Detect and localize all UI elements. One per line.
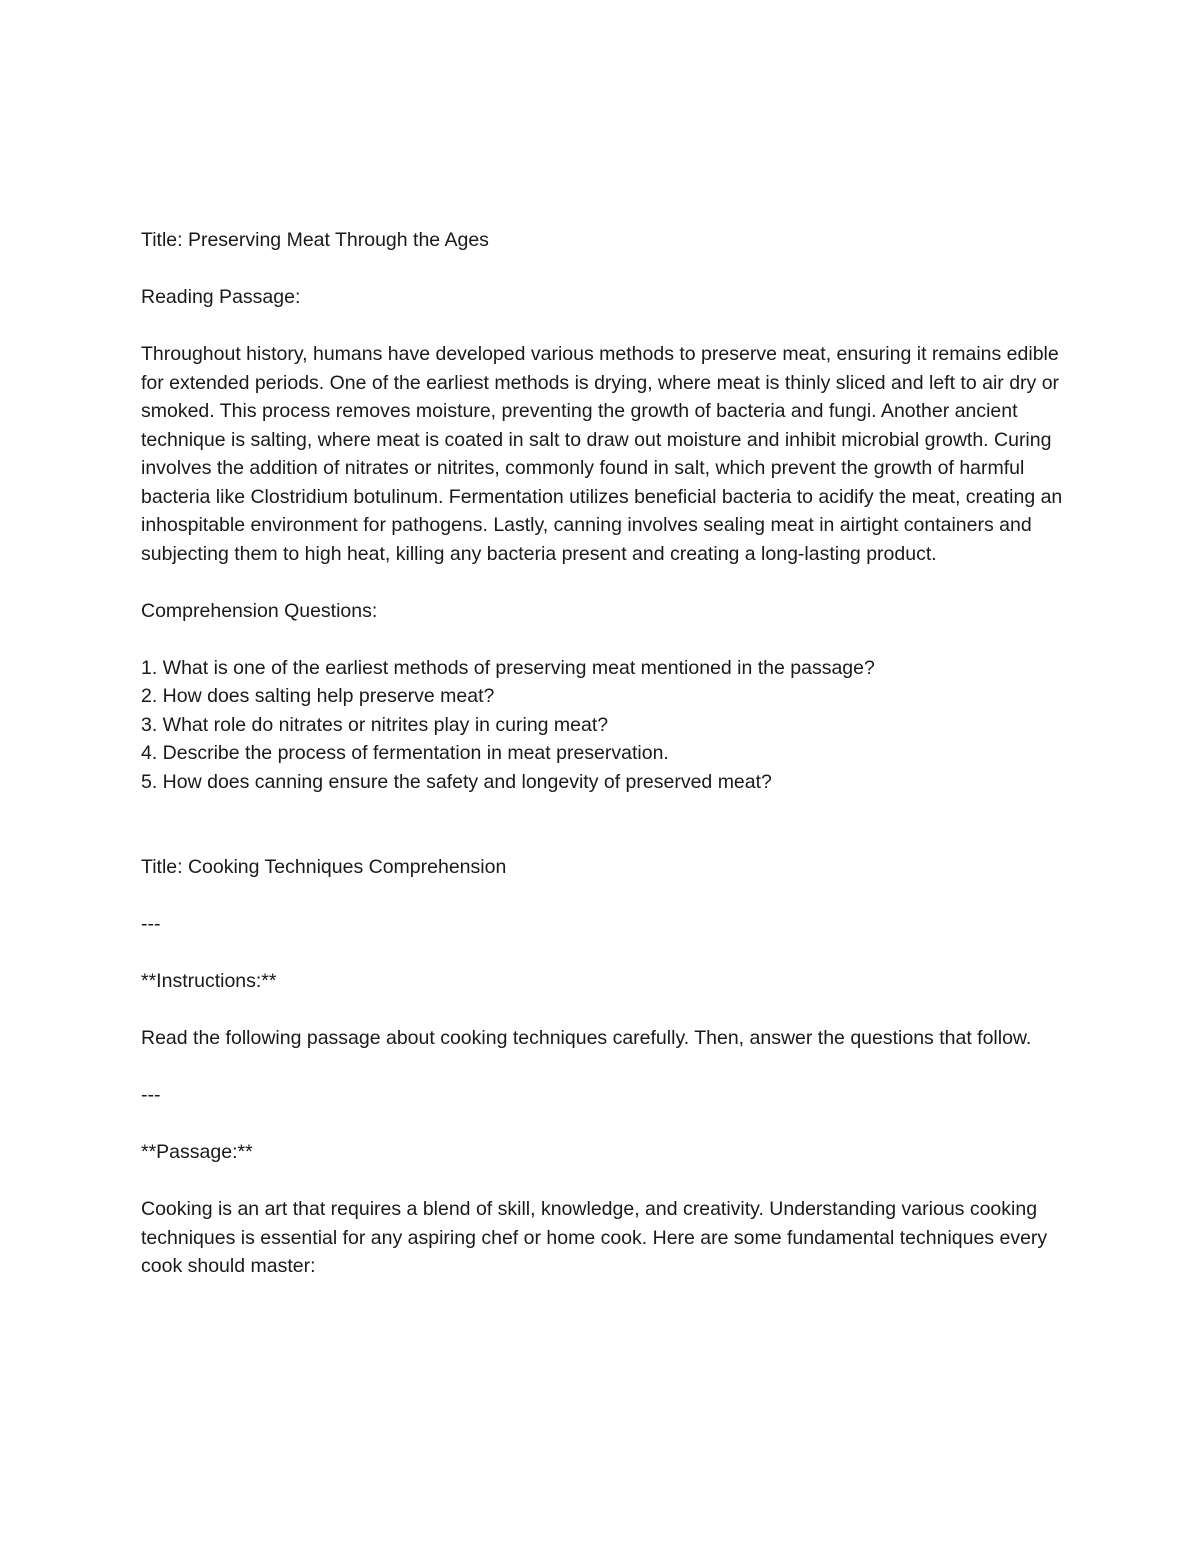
- question-item: 3. What role do nitrates or nitrites play in curing meat?: [141, 713, 609, 736]
- reading-passage-label: Reading Passage:: [141, 286, 301, 308]
- instructions-label: **Instructions:**: [141, 970, 277, 992]
- instructions-text: Read the following passage about cooking techniques carefully. Then, answer the questions that follow.: [141, 1027, 1032, 1049]
- question-item: 1. What is one of the earliest methods of preserving meat mentioned in the passage?: [141, 656, 875, 679]
- divider-text: ---: [141, 913, 161, 935]
- question-item: 5. How does canning ensure the safety and longevity of preserved meat?: [141, 770, 772, 793]
- question-item: 4. Describe the process of fermentation in meat preservation.: [141, 742, 669, 764]
- question-item: 2. How does salting help preserve meat?: [141, 685, 495, 707]
- section1-title: Title: Preserving Meat Through the Ages: [141, 229, 489, 251]
- meat-preservation-passage: Throughout history, humans have developed various methods to preserve meat, ensuring it remains edible for extended periods. One of the earliest methods is drying, where meat is thinly sliced and left to air dry or smoked. This process removes moisture, preventing the growth of bacteria and fungi. Another ancient technique is salting, where meat is coated in salt to draw out moisture and inhibit microbial growth. Curing involves the addition of nitrates or nitrites, commonly found in salt, which prevent the growth of harmful bacteria like Clostridium botulinum. Fermentation utilizes beneficial bacteria to acidify the meat, creating an inhospitable environment for pathogens. Lastly, canning involves sealing meat in airtight containers and subjecting them to high heat, killing any bacteria present and creating a long-lasting product.: [141, 343, 1068, 565]
- comprehension-questions-label: Comprehension Questions:: [141, 599, 378, 622]
- section2-title: Title: Cooking Techniques Comprehension: [141, 856, 507, 878]
- passage-label: **Passage:**: [141, 1141, 253, 1163]
- document-body: [141, 226, 1066, 1281]
- divider-text: ---: [141, 1084, 161, 1106]
- cooking-techniques-passage: Cooking is an art that requires a blend of skill, knowledge, and creativity. Understanding various cooking techniques is essential for any aspiring chef or home cook. Here are some fundamental techniques every cook should master:: [141, 1198, 1053, 1277]
